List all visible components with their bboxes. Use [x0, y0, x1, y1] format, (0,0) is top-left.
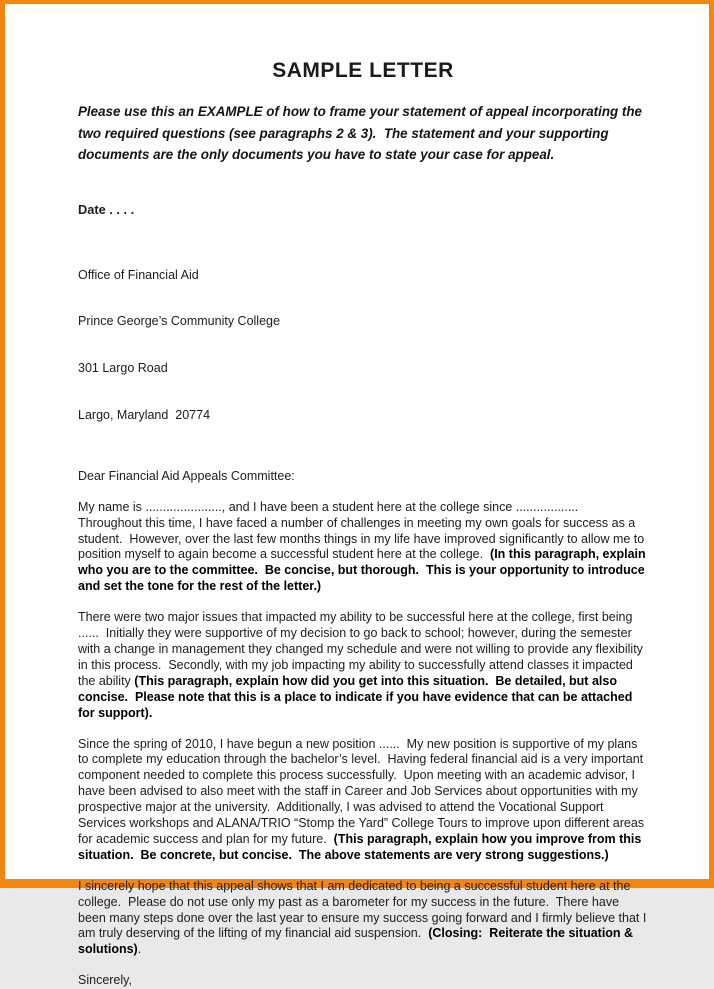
salutation: Dear Financial Aid Appeals Committee: [78, 468, 295, 483]
paragraph-4-text: I sincerely hope that this appeal shows that I am dedicated to being a successful student here at the college. Please do not use only my past as a barometer for my success in the future. There have been many steps done over the last year to ensure my success going forward and I firmly believe that I am truly deserving of the lifting of my financial aid suspension. [78, 878, 650, 941]
address-line-office: Office of Financial Aid [78, 267, 199, 282]
paragraph-2-instruction: (This paragraph, explain how did you get into this situation. Be detailed, but also concise. Please note that this is a place to indicate if you have evidence that can be attached for support). [78, 673, 636, 720]
letter-content [78, 58, 648, 989]
address-line-city: Largo, Maryland 20774 [78, 408, 211, 423]
paragraph-4-instruction: (Closing: Reiterate the situation & solutions) [78, 926, 637, 957]
intro-note: Please use this an EXAMPLE of how to frame your statement of appeal incorporating the two required questions (see paragraphs 2 & 3). The statement and your supporting documents are the only documents you have to state your case for appeal. [78, 104, 646, 162]
page-title: SAMPLE LETTER [272, 59, 454, 82]
paragraph-1-text: My name is ......................, and I have been a student here at the college since .................. Throughout this time, I have faced a number of challenges in meeting my own goals for success as a student. However, over the last few months things in my life have improved significantly to allow me to position myself to again become a successful student here at the college. [78, 499, 648, 562]
paragraph-1 [78, 500, 648, 595]
date-line: Date . . . . [78, 201, 135, 217]
paragraph-3-instruction: (This paragraph, explain how you improve from this situation. Be concrete, but concise. The above statements are very strong suggestions.) [78, 831, 645, 862]
paragraph-2 [78, 610, 648, 721]
closing: Sincerely, [78, 973, 132, 988]
paragraph-1-instruction: (In this paragraph, explain who you are to the committee. Be concise, but thorough. This is your opportunity to introduce and set the tone for the rest of the letter.) [78, 547, 650, 594]
recipient-address [78, 237, 648, 455]
paragraph-4-text-after: . [137, 942, 142, 957]
address-line-college: Prince George’s Community College [78, 314, 280, 329]
letter-page [5, 4, 709, 988]
paragraph-2-text: There were two major issues that impacted my ability to be successful here at the college, first being ...... Initially they were supportive of my decision to go back to school; however, during the semester with a change in management they changed my schedule and were not willing to provide any flexibility in this process. Secondly, with my job impacting my ability to successfully attend classes it impacted the ability [78, 610, 647, 688]
address-line-street: 301 Largo Road [78, 361, 168, 376]
paragraph-4 [78, 879, 648, 959]
paragraph-3-text: Since the spring of 2010, I have begun a new position ...... My new position is supportive of my plans to complete my education through the bachelor’s level. Having federal financial aid is a very important component needed to complete this process successfully. Upon meeting with an academic advisor, I have been advised to also meet with the staff in Career and Job Services about opportunities with my prospective major at the university. Additionally, I was advised to attend the Vocational Support Services workshops and ALANA/TRIO “Stomp the Yard” College Tours to improve upon different areas for academic success and plan for my future. [78, 736, 648, 846]
paragraph-3 [78, 737, 648, 864]
